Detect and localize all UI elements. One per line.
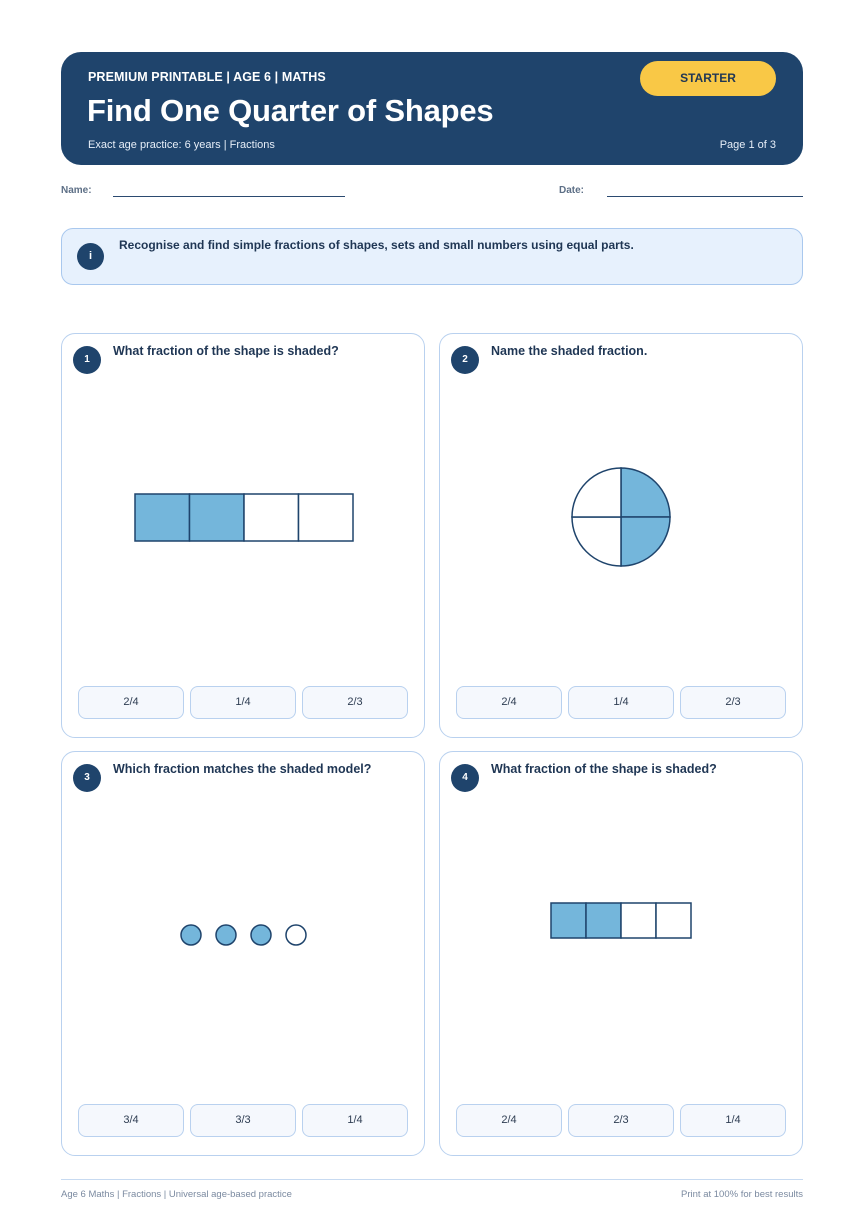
answer-option[interactable]: 1/4 [190,686,296,719]
answer-option[interactable]: 1/4 [680,1104,786,1137]
shaded-part [190,494,245,541]
unshaded-part [572,468,621,517]
unshaded-part [656,903,691,938]
unshaded-counter [286,925,306,945]
circle-model [572,468,670,566]
question-card-1 [61,333,425,738]
header-kicker: PREMIUM PRINTABLE | AGE 6 | MATHS [88,70,326,84]
fraction-bar-model [440,752,801,1097]
header-subtitle: Exact age practice: 6 years | Fractions [88,139,275,151]
bar-model [135,494,353,541]
question-card-4 [439,751,803,1156]
question-text: What fraction of the shape is shaded? [491,762,717,776]
unshaded-part [244,494,299,541]
bar-model [551,903,691,938]
answer-option[interactable]: 1/4 [568,686,674,719]
level-badge: STARTER [640,61,776,96]
instructions-text: Recognise and find simple fractions of shapes, sets and small numbers using equal parts. [119,238,634,252]
answer-option[interactable]: 1/4 [302,1104,408,1137]
worksheet-header [61,52,803,165]
instructions-box [61,228,803,285]
shaded-part [621,517,670,566]
name-field[interactable] [113,196,345,197]
shaded-part [551,903,586,938]
answer-option[interactable]: 3/3 [190,1104,296,1137]
question-number: 3 [73,764,101,792]
question-number: 2 [451,346,479,374]
shaded-part [621,468,670,517]
page-indicator: Page 1 of 3 [719,139,776,151]
footer-divider [61,1179,803,1180]
answer-option[interactable]: 2/3 [568,1104,674,1137]
question-number: 4 [451,764,479,792]
unshaded-part [572,517,621,566]
page-title: Find One Quarter of Shapes [87,93,494,128]
fraction-bar-model [62,334,423,679]
date-label: Date: [559,185,585,196]
question-text: Which fraction matches the shaded model? [113,762,372,776]
question-number: 1 [73,346,101,374]
date-field[interactable] [607,196,803,197]
answer-option[interactable]: 2/3 [680,686,786,719]
shaded-counter [181,925,201,945]
footer-left-text: Age 6 Maths | Fractions | Universal age-based practice [61,1189,292,1200]
unshaded-part [299,494,354,541]
info-icon: i [77,243,104,270]
question-card-3 [61,751,425,1156]
shaded-counter [216,925,236,945]
fraction-set-model [62,752,423,1097]
shaded-part [135,494,190,541]
question-text: Name the shaded fraction. [491,344,648,358]
question-text: What fraction of the shape is shaded? [113,344,339,358]
name-label: Name: [61,185,92,196]
unshaded-part [621,903,656,938]
answer-option[interactable]: 2/4 [78,686,184,719]
answer-option[interactable]: 3/4 [78,1104,184,1137]
answer-option[interactable]: 2/4 [456,686,562,719]
shaded-counter [251,925,271,945]
shaded-part [586,903,621,938]
answer-option[interactable]: 2/3 [302,686,408,719]
fraction-circle-model [440,334,801,679]
set-model [181,925,306,945]
answer-option[interactable]: 2/4 [456,1104,562,1137]
footer-right-text: Print at 100% for best results [681,1189,803,1200]
question-card-2 [439,333,803,738]
